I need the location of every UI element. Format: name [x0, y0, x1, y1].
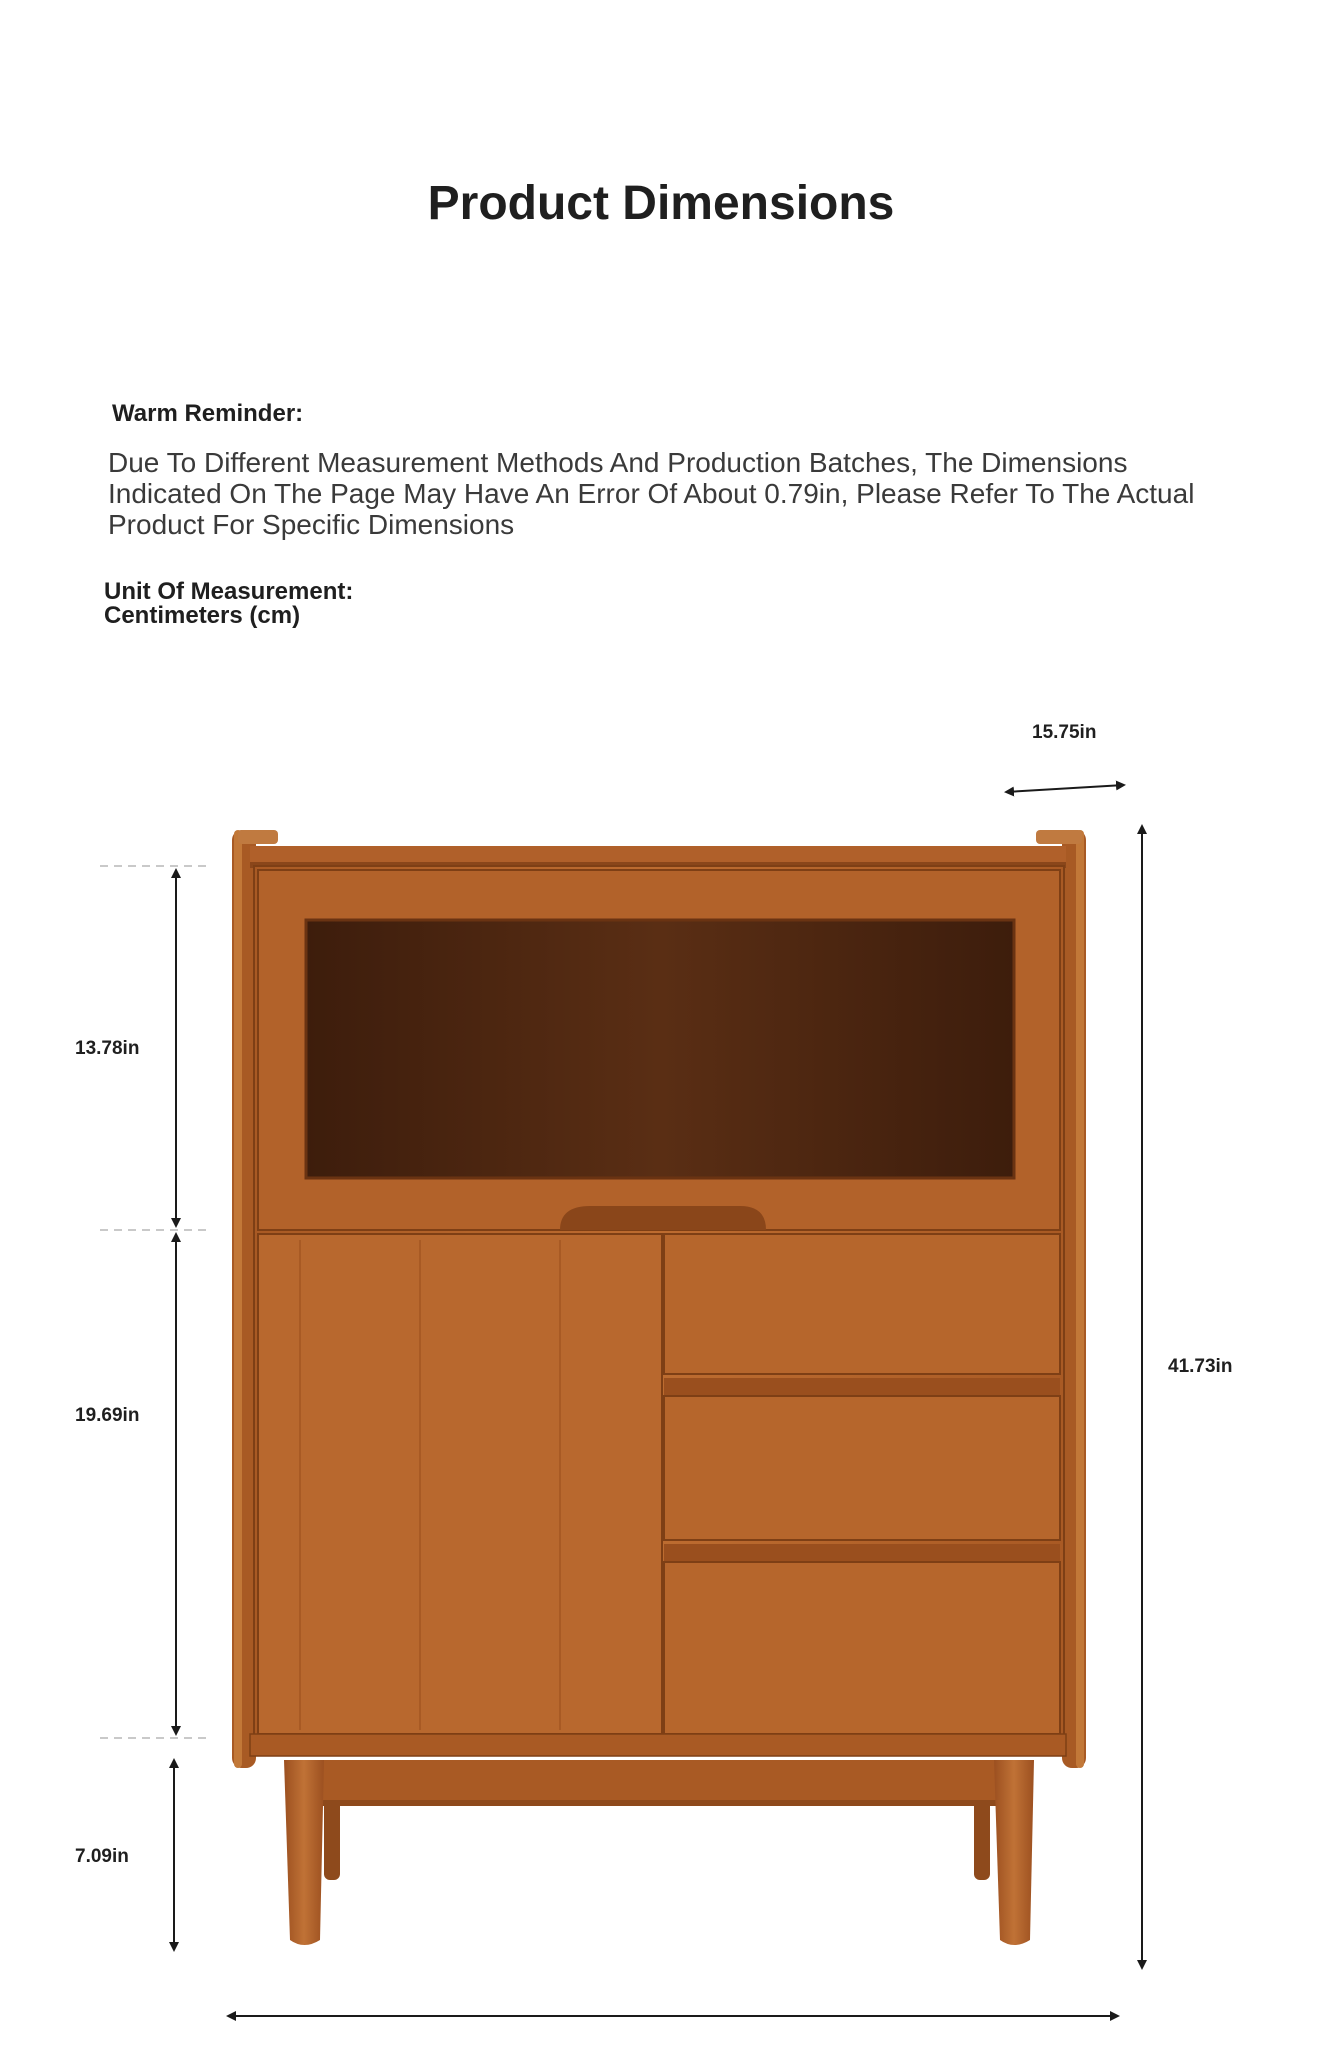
guide-lines: [100, 866, 210, 1738]
leg-apron: [320, 1760, 998, 1806]
reminder-heading: Warm Reminder:: [112, 400, 304, 427]
bottom-rail: [250, 1734, 1066, 1756]
middle-section-label: 19.69in: [75, 1405, 140, 1426]
left-door: [258, 1234, 662, 1734]
top-section-label: 13.78in: [75, 1038, 140, 1059]
depth-arrow: [1006, 785, 1124, 792]
depth-label: 15.75in: [1032, 722, 1097, 743]
total-height-label: 41.73in: [1168, 1356, 1233, 1377]
leg-height-label: 7.09in: [75, 1846, 129, 1867]
reminder-text: Due To Different Measurement Methods And Production Batches, The Dimensions Indicated On The Page May Have An Error Of About 0.79in, Please Refer To The Actual Product For Specific Dimensions: [108, 447, 1195, 540]
glass-panel: [306, 920, 1014, 1178]
unit-value: Centimeters (cm): [104, 602, 301, 629]
drawer-1: [664, 1234, 1060, 1374]
drawer-2: [664, 1396, 1060, 1540]
unit-label: Unit Of Measurement:: [104, 578, 354, 605]
drawer-3: [664, 1562, 1060, 1734]
page-title: Product Dimensions: [427, 177, 895, 230]
front-leg-right: [994, 1760, 1034, 1945]
flap-handle: [560, 1206, 766, 1230]
cabinet: [232, 830, 1086, 1945]
front-leg-left: [284, 1760, 324, 1945]
